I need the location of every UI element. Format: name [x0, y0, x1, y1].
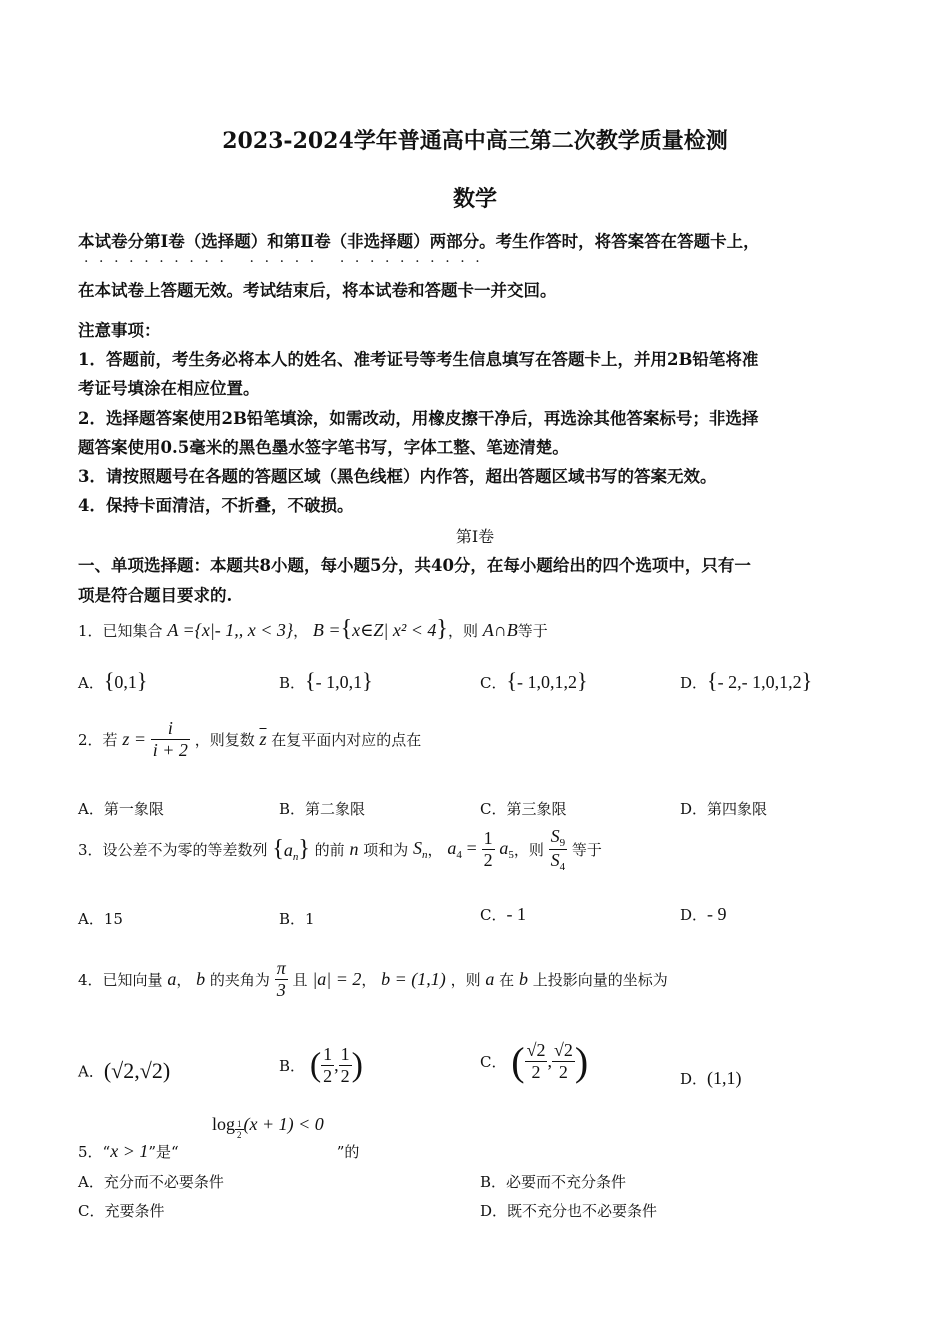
q4-option-d[interactable]: D．(1,1)	[680, 1068, 742, 1088]
part-heading: 第Ⅰ卷	[455, 527, 495, 546]
q3-option-a[interactable]: A．15	[78, 910, 123, 928]
q2-option-a[interactable]: A．第一象限	[78, 800, 164, 818]
section-heading-b: 项是符合题目要求的.	[78, 586, 233, 605]
log-expression: log $\frac{1}{2}$ (x + 1) < 0	[212, 1114, 324, 1140]
q3-option-d[interactable]: D．- 9	[680, 904, 727, 924]
q5-option-d[interactable]: D．既不充分也不必要条件	[480, 1202, 658, 1220]
fraction-i-over-i-plus-2: $\frac{i}{i + 2}$	[152, 718, 188, 760]
intro-line-1: 本试卷分第Ⅰ卷（选择题）和第Ⅱ卷（非选择题）两部分。考生作答时，将答案答在答题卡上，	[78, 232, 760, 251]
q3-option-b[interactable]: B．1	[279, 910, 315, 928]
q4-option-b[interactable]: B． ( $\frac{1}{2}$ , $\frac{1}{2}$ )	[279, 1044, 363, 1086]
question-1: 1．已知集合 A ={x|- 1,, x < 3}， B ={x∈Z| x² < 4}，则 A∩B等于	[78, 616, 548, 642]
note-1b: 考证号填涂在相应位置。	[78, 379, 260, 398]
intro-line-2: 在本试卷上答题无效。考试结束后，将本试卷和答题卡一并交回。	[78, 281, 557, 300]
angle-pi-over-3: $\frac{\pi}{3}$	[276, 958, 286, 1000]
q5-option-a[interactable]: A．充分而不必要条件	[78, 1173, 224, 1191]
set-a: A ={x|- 1,, x < 3}	[167, 620, 294, 640]
q4-option-a[interactable]: A．(√2,√2)	[78, 1058, 171, 1083]
note-2a: 2．选择题答案使用2B铅笔填涂，如需改动，用橡皮擦干净后，再选涂其他答案标号；非选择	[78, 409, 759, 428]
question-5: 5．“x > 1”是“ ”的	[78, 1141, 360, 1161]
q2-option-c[interactable]: C．第三象限	[480, 800, 567, 818]
q2-option-b[interactable]: B．第二象限	[279, 800, 366, 818]
note-2b: 题答案使用0.5毫米的黑色墨水签字笔书写，字体工整、笔迹清楚。	[78, 438, 569, 457]
intersection: A∩B	[482, 620, 518, 640]
q1-option-d[interactable]: D．{- 2,- 1,0,1,2}	[680, 668, 813, 693]
subject-title: 数学	[452, 186, 497, 212]
ratio-s9-s4: $\frac{S_9}{S_4}$	[550, 826, 566, 873]
notes-heading: 注意事项：	[78, 321, 161, 340]
question-3: 3．设公差不为零的等差数列 $\{a_n\}$ 的前 n 项和为 $S_n$， $a_4$ = $\frac{1}{2}$ $a_5$，则 $\frac{S_9}{S_4}$ 等于	[78, 826, 602, 873]
q1-option-b[interactable]: B．{- 1,0,1}	[279, 668, 373, 693]
q1-option-a[interactable]: A．{0,1}	[78, 668, 148, 693]
question-4: 4．已知向量 a， b 的夹角为 $\frac{\pi}{3}$ 且 |a| = 2， b = (1,1) ，则 a 在 b 上投影向量的坐标为	[78, 958, 668, 1000]
section-heading-a: 一、单项选择题：本题共8小题，每小题5分，共40分，在每小题给出的四个选项中，只有一	[78, 556, 751, 575]
note-4: 4．保持卡面清洁，不折叠，不破损。	[78, 496, 354, 515]
note-1a: 1．答题前，考生务必将本人的姓名、准考证号等考生信息填写在答题卡上，并用2B铅笔将准	[78, 350, 759, 369]
exam-title: 2023-2024学年普通高中高三第二次教学质量检测	[222, 128, 728, 154]
question-2: 2．若 z = $\frac{i}{i + 2}$ ，则复数 $\overline{z}$ 在复平面内对应的点在	[78, 718, 422, 760]
q1-option-c[interactable]: C．{- 1,0,1,2}	[480, 668, 588, 693]
z-conjugate: $\overline{z}$	[259, 729, 267, 749]
set-b: x∈Z| x² < 4	[352, 620, 437, 640]
q5-option-c[interactable]: C．充要条件	[78, 1202, 165, 1220]
q2-option-d[interactable]: D．第四象限	[680, 800, 768, 818]
q3-option-c[interactable]: C．- 1	[480, 904, 526, 924]
note-3: 3．请按照题号在各题的答题区域（黑色线框）内作答，超出答题区域书写的答案无效。	[78, 467, 717, 486]
emphasis-dots: ·········· ····· ··········	[84, 254, 491, 270]
q4-option-c[interactable]: C． ( $\frac{√2}{2}$ , $\frac{√2}{2}$ )	[480, 1039, 589, 1084]
q5-option-b[interactable]: B．必要而不充分条件	[480, 1173, 627, 1191]
